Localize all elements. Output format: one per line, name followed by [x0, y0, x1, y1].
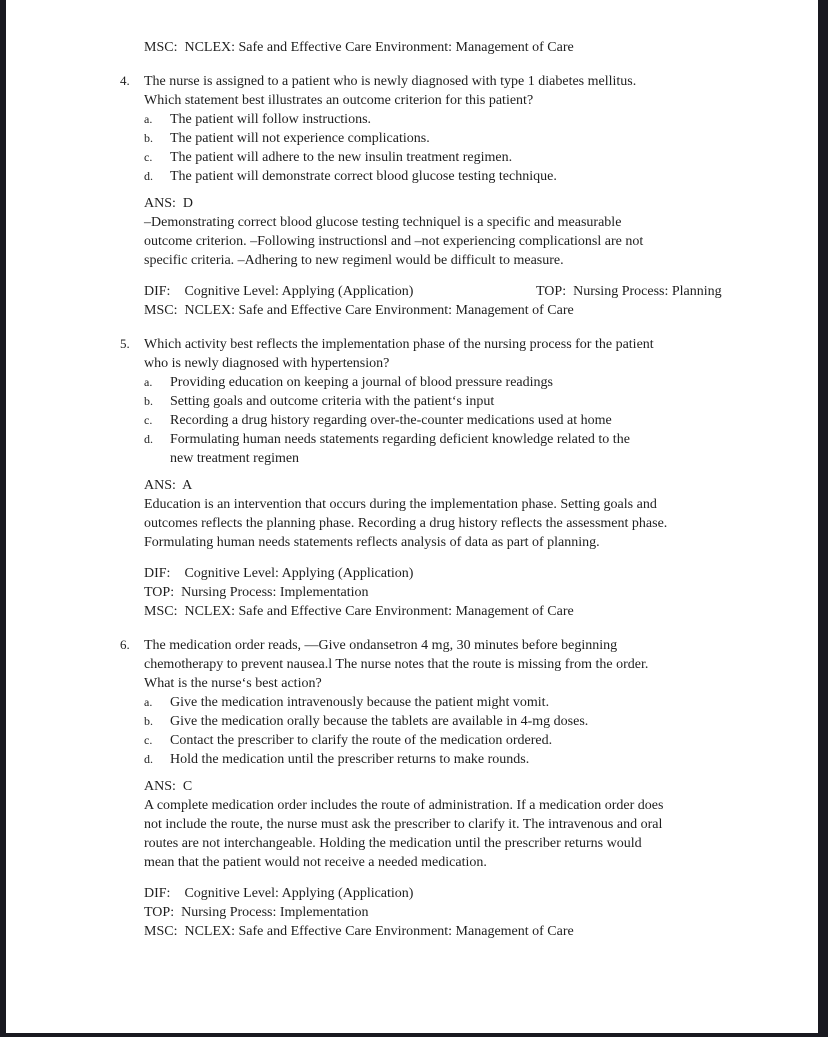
dif-line: DIF: Cognitive Level: Applying (Application): [144, 284, 414, 299]
answer-line: ANS: C: [144, 779, 193, 794]
meta-block: [144, 564, 784, 621]
option-letter: c.: [144, 733, 153, 747]
option-text: Providing education on keeping a journal of blood pressure readings: [170, 375, 553, 390]
rationale-line: outcome criterion. –Following instructionsl and –not experiencing complicationsl are not: [144, 234, 644, 249]
rationale-line: routes are not interchangeable. Holding the medication until the prescriber returns would: [144, 836, 642, 851]
dif-line: DIF: Cognitive Level: Applying (Application): [144, 886, 414, 901]
option-a: [144, 110, 784, 129]
question-6: [120, 635, 784, 941]
rationale-line: –Demonstrating correct blood glucose testing techniquel is a specific and measurable: [144, 215, 622, 230]
answer-block: [144, 476, 784, 552]
question-stem-line: The nurse is assigned to a patient who is newly diagnosed with type 1 diabetes mellitus.: [144, 74, 637, 89]
rationale-line: outcomes reflects the planning phase. Recording a drug history reflects the assessment phase.: [144, 516, 668, 531]
meta-block: [144, 884, 784, 941]
option-letter: a.: [144, 375, 153, 389]
option-text: The patient will not experience complications.: [170, 131, 430, 146]
option-text: The patient will adhere to the new insulin treatment regimen.: [170, 150, 513, 165]
option-d: [144, 167, 784, 186]
option-text: new treatment regimen: [170, 451, 300, 466]
option-c: [144, 731, 784, 750]
option-text: Recording a drug history regarding over-the-counter medications used at home: [170, 413, 612, 428]
option-d: [144, 750, 784, 769]
option-c: [144, 411, 784, 430]
option-text: Hold the medication until the prescriber returns to make rounds.: [170, 752, 530, 767]
option-text: The patient will demonstrate correct blood glucose testing technique.: [170, 169, 557, 184]
question-number: 6.: [120, 637, 130, 652]
answer-line: ANS: A: [144, 478, 193, 493]
option-letter: d.: [144, 752, 153, 766]
question-stem-line: The medication order reads, —Give ondansetron 4 mg, 30 minutes before beginning: [144, 638, 618, 653]
option-letter: b.: [144, 714, 153, 728]
answer-block: [144, 194, 784, 270]
option-letter: d.: [144, 432, 153, 446]
option-d: [144, 430, 784, 449]
dif-line: DIF: Cognitive Level: Applying (Application): [144, 566, 414, 581]
msc-line: MSC: NCLEX: Safe and Effective Care Environment: Management of Care: [144, 303, 574, 318]
option-letter: c.: [144, 150, 153, 164]
option-d-continuation: [144, 449, 784, 468]
top-line: TOP: Nursing Process: Implementation: [144, 585, 369, 600]
question-number: 5.: [120, 336, 130, 351]
option-a: [144, 693, 784, 712]
question-stem-line: chemotherapy to prevent nausea.l The nurse notes that the route is missing from the order.: [144, 657, 649, 672]
msc-line-previous-question: MSC: NCLEX: Safe and Effective Care Environment: Management of Care: [144, 40, 574, 55]
option-text: Give the medication intravenously because the patient might vomit.: [170, 695, 550, 710]
option-text: Formulating human needs statements regarding deficient knowledge related to the: [170, 432, 630, 447]
option-text: Contact the prescriber to clarify the route of the medication ordered.: [170, 733, 553, 748]
rationale-line: A complete medication order includes the route of administration. If a medication order does: [144, 798, 664, 813]
msc-line: MSC: NCLEX: Safe and Effective Care Environment: Management of Care: [144, 924, 574, 939]
option-b: [144, 392, 784, 411]
question-4: [120, 71, 784, 320]
question-stem-line: Which activity best reflects the implementation phase of the nursing process for the patient: [144, 337, 654, 352]
question-stem-line: Which statement best illustrates an outcome criterion for this patient?: [144, 93, 534, 108]
rationale-line: mean that the patient would not receive a needed medication.: [144, 855, 487, 870]
option-text: Give the medication orally because the tablets are available in 4-mg doses.: [170, 714, 589, 729]
option-letter: a.: [144, 112, 153, 126]
question-number: 4.: [120, 73, 130, 88]
answer-block: [144, 777, 784, 872]
question-stem-line: who is newly diagnosed with hypertension?: [144, 356, 390, 371]
option-letter: b.: [144, 394, 153, 408]
page-content: [6, 0, 784, 941]
rationale-line: Education is an intervention that occurs during the implementation phase. Setting goals and: [144, 497, 657, 512]
question-stem-line: What is the nurse‘s best action?: [144, 676, 322, 691]
option-a: [144, 373, 784, 392]
option-letter: b.: [144, 131, 153, 145]
rationale-line: Formulating human needs statements reflects analysis of data as part of planning.: [144, 535, 600, 550]
option-c: [144, 148, 784, 167]
option-text: The patient will follow instructions.: [170, 112, 372, 127]
option-b: [144, 129, 784, 148]
meta-block: [144, 282, 784, 320]
answer-line: ANS: D: [144, 196, 194, 211]
top-line: TOP: Nursing Process: Planning: [536, 284, 722, 299]
question-5: [120, 334, 784, 621]
option-b: [144, 712, 784, 731]
rationale-line: not include the route, the nurse must ask the prescriber to clarify it. The intravenous and oral: [144, 817, 663, 832]
option-text: Setting goals and outcome criteria with the patient‘s input: [170, 394, 495, 409]
top-line: TOP: Nursing Process: Implementation: [144, 905, 369, 920]
option-letter: d.: [144, 169, 153, 183]
option-letter: a.: [144, 695, 153, 709]
rationale-line: specific criteria. –Adhering to new regimenl would be difficult to measure.: [144, 253, 564, 268]
option-letter: c.: [144, 413, 153, 427]
msc-line: MSC: NCLEX: Safe and Effective Care Environment: Management of Care: [144, 604, 574, 619]
